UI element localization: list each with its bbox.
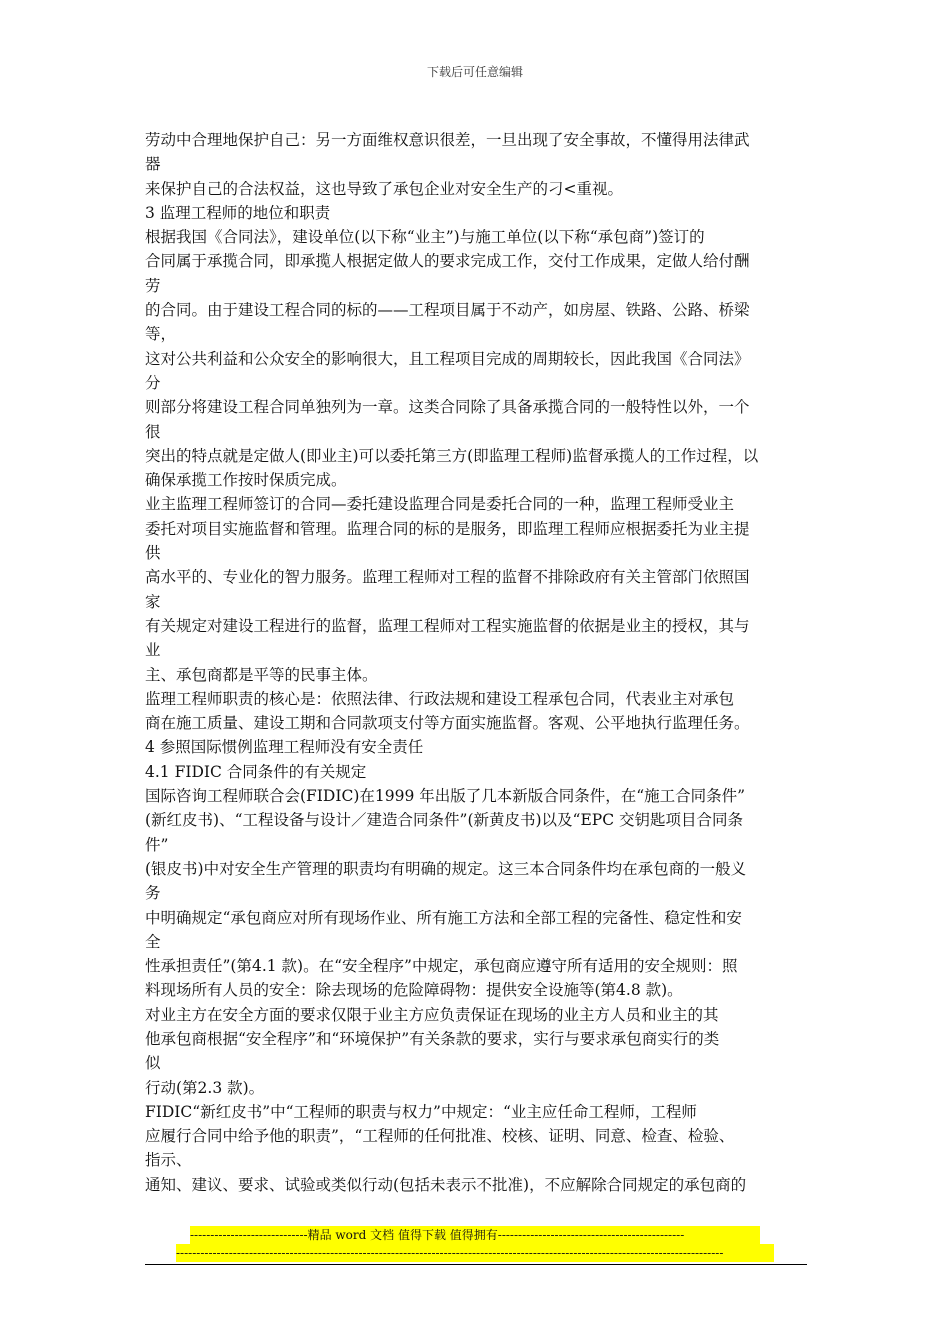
text-line: 根据我国《合同法》，建设单位(以下称“业主”)与施工单位(以下称“承包商”)签订的 xyxy=(145,228,705,247)
text-line: FIDIC“新红皮书”中“工程师的职责与权力”中规定：“业主应任命工程师，工程师 xyxy=(145,1102,697,1121)
text-line: 国际咨询工程师联合会(FIDIC)在1999 年出版了几本新版合同条件，在“施工合同条件” xyxy=(145,787,746,806)
text-line: 劳动中合理地保护自己：另一方面维权意识很差，一旦出现了安全事故，不懂得用法律武 xyxy=(145,131,750,149)
text-line: 性承担责任”(第4.1 款)。在“安全程序”中规定，承包商应遵守所有适用的安全规则：照 xyxy=(145,957,738,976)
text-line: 来保护自己的合法权益，这也导致了承包企业对安全生产的刁<重视。 xyxy=(145,179,623,198)
text-line: 高水平的、专业化的智力服务。监理工程师对工程的监督不排除政府有关主管部门依照国 xyxy=(145,568,750,587)
text-line: 中明确规定“承包商应对所有现场作业、所有施工方法和全部工程的完备性、稳定性和安 xyxy=(145,908,742,927)
text-line: 件” xyxy=(145,835,169,854)
text-line: 委托对项目实施监督和管理。监理合同的标的是服务，即监理工程师应根据委托为业主提 xyxy=(145,519,750,538)
section-heading: 3 监理工程师的地位和职责 xyxy=(145,203,331,222)
document-body xyxy=(145,128,807,1197)
text-line: 分 xyxy=(145,373,161,392)
text-line: 业 xyxy=(145,641,161,660)
text-line: 行动(第2.3 款)。 xyxy=(145,1078,265,1097)
text-line: (银皮书)中对安全生产管理的职责均有明确的规定。这三本合同条件均在承包商的一般义 xyxy=(145,859,747,878)
text-line: 有关规定对建设工程进行的监督，监理工程师对工程实施监督的依据是业主的授权，其与 xyxy=(145,616,750,635)
text-line: 则部分将建设工程合同单独列为一章。这类合同除了具备承揽合同的一般特性以外，一个 xyxy=(145,398,750,417)
page-header: 下载后可任意编辑 xyxy=(426,65,523,79)
text-line: 主、承包商都是平等的民事主体。 xyxy=(145,665,378,684)
text-line: 他承包商根据“安全程序”和“环境保护”有关条款的要求，实行与要求承包商实行的类 xyxy=(145,1029,720,1048)
text-line: 指示、 xyxy=(145,1151,192,1170)
text-line: 确保承揽工作按时保质完成。 xyxy=(145,471,347,490)
subsection-heading: 4.1 FIDIC 合同条件的有关规定 xyxy=(145,762,367,781)
section-heading: 4 参照国际惯例监理工程师没有安全责任 xyxy=(145,738,424,757)
text-line: 料现场所有人员的安全：除去现场的危险障碍物：提供安全设施等(第4.8 款)。 xyxy=(145,981,683,1000)
text-line: 应履行合同中给予他的职责”，“工程师的任何批准、校核、证明、同意、检查、检验、 xyxy=(145,1127,735,1146)
text-line: 劳 xyxy=(145,276,161,295)
footer-divider xyxy=(145,1264,807,1265)
text-line: 合同属于承揽合同，即承揽人根据定做人的要求完成工作，交付工作成果，定做人给付酬 xyxy=(145,252,750,271)
text-line: 等， xyxy=(145,325,177,344)
text-line: 器 xyxy=(145,155,161,174)
text-line: 商在施工质量、建设工期和合同款项支付等方面实施监督。客观、公平地执行监理任务。 xyxy=(145,714,750,733)
footer-dashes: --------------------------------------------------------------------------------------------------------------------------------------- xyxy=(176,1244,774,1262)
text-line: 的合同。由于建设工程合同的标的——工程项目属于不动产，如房屋、铁路、公路、桥梁 xyxy=(145,301,750,320)
text-line: 通知、建议、要求、试验或类似行动(包括未表示不批准)，不应解除合同规定的承包商的 xyxy=(145,1175,747,1194)
text-line: 突出的特点就是定做人(即业主)可以委托第三方(即监理工程师)监督承揽人的工作过程，以 xyxy=(145,446,759,465)
text-line: 这对公共利益和公众安全的影响很大，且工程项目完成的周期较长，因此我国《合同法》 xyxy=(145,349,750,368)
text-line: 供 xyxy=(145,544,161,563)
text-line: 很 xyxy=(145,422,161,441)
footer-banner: -----------------------------精品 word 文档 值得下载 值得拥有---------------------------------------------- xyxy=(190,1226,760,1244)
text-line: 监理工程师职责的核心是：依照法律、行政法规和建设工程承包合同，代表业主对承包 xyxy=(145,689,735,708)
text-line: 务 xyxy=(145,884,161,903)
text-line: 对业主方在安全方面的要求仅限于业主方应负责保证在现场的业主方人员和业主的其 xyxy=(145,1005,719,1024)
text-line: (新红皮书)、“工程设备与设计／建造合同条件”(新黄皮书)以及“EPC 交钥匙项目合同条 xyxy=(145,811,743,830)
text-line: 家 xyxy=(145,592,161,611)
text-line: 全 xyxy=(145,932,161,951)
text-line: 业主监理工程师签订的合同—委托建设监理合同是委托合同的一种，监理工程师受业主 xyxy=(145,495,735,514)
text-line: 似 xyxy=(145,1054,161,1073)
